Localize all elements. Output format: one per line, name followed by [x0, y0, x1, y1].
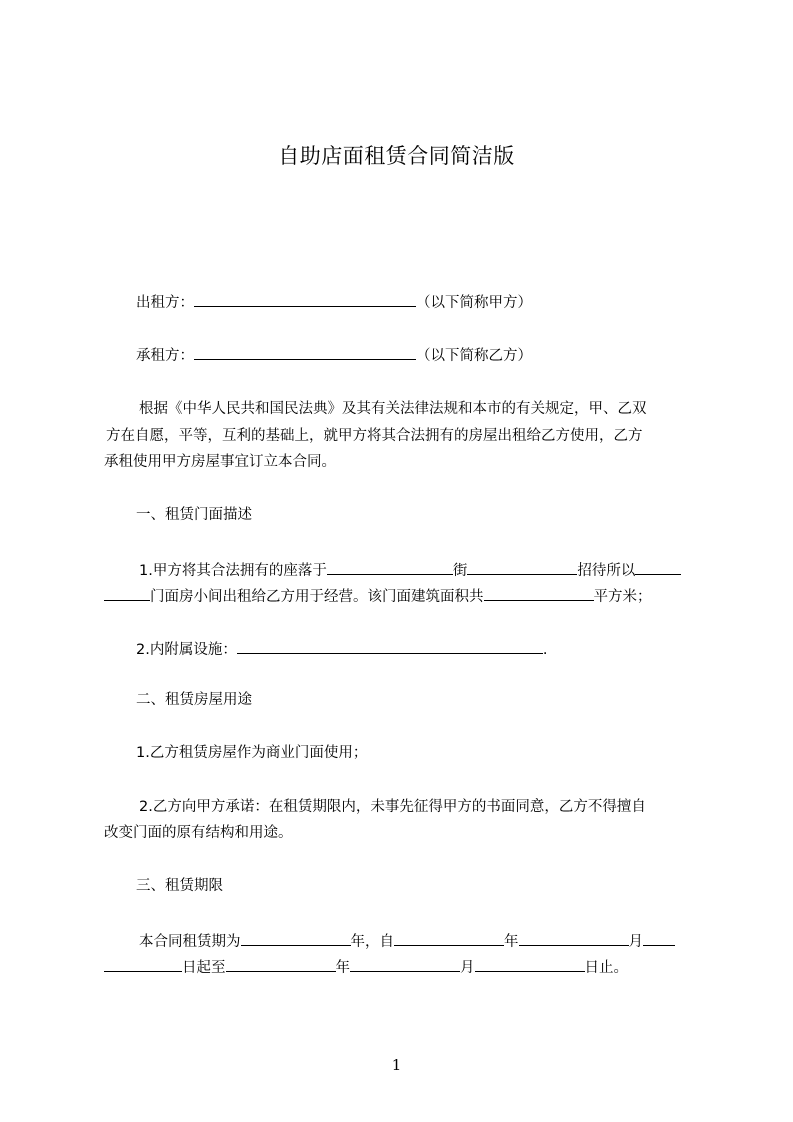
lessee-name-blank[interactable] [194, 346, 416, 360]
section2-item2-line1: 2.乙方向甲方承诺：在租赁期限内，未事先征得甲方的书面同意，乙方不得擅自 [139, 799, 646, 815]
section1-item1-line1 [139, 561, 739, 579]
section2-item1: 1.乙方租赁房屋作为商业门面使用； [136, 745, 368, 761]
start-day-unit: 日起至 [182, 960, 226, 976]
preamble-line-1: 根据《中华人民共和国民法典》及其有关法律法规和本市的有关规定，甲、乙双 [139, 401, 647, 417]
end-month-blank[interactable] [350, 958, 460, 972]
facilities-label: 2.内附属设施： [136, 642, 237, 658]
lessor-name-blank[interactable] [194, 293, 416, 307]
start-day-blank-b[interactable] [104, 958, 182, 972]
area-blank[interactable] [484, 587, 594, 601]
section3-line1 [139, 932, 739, 950]
facilities-blank[interactable] [237, 640, 543, 654]
shop-usage-text: 门面房小间出租给乙方用于经营。该门面建筑面积共 [150, 589, 484, 605]
location-blank[interactable] [327, 561, 453, 575]
start-year-unit: 年 [504, 934, 519, 950]
start-month-blank[interactable] [519, 932, 629, 946]
year-from-label: 年，自 [350, 934, 394, 950]
facilities-end: . [542, 642, 548, 658]
street-blank[interactable] [467, 561, 577, 575]
section3-line2 [104, 958, 704, 976]
end-year-unit: 年 [335, 960, 350, 976]
section1-item1-line2 [104, 587, 704, 605]
start-year-blank[interactable] [394, 932, 504, 946]
guesthouse-label: 招待所以 [577, 563, 636, 579]
document-title: 自助店面租赁合同简洁版 [278, 144, 515, 168]
start-month-unit: 月 [628, 934, 643, 950]
guesthouse-blank-b[interactable] [104, 587, 150, 601]
section2-item2-line2: 改变门面的原有结构和用途。 [104, 825, 293, 841]
location-label: 1.甲方将其合法拥有的座落于 [139, 563, 327, 579]
term-years-blank[interactable] [241, 932, 351, 946]
end-year-blank[interactable] [226, 958, 336, 972]
section2-heading: 二、租赁房屋用途 [136, 692, 252, 708]
start-day-blank-a[interactable] [643, 932, 675, 946]
page-number: 1 [391, 1056, 402, 1074]
lessee-suffix: （以下简称乙方） [416, 348, 532, 364]
lessee-label: 承租方： [136, 348, 194, 364]
lessor-suffix: （以下简称甲方） [416, 295, 532, 311]
lessor-line [136, 293, 736, 311]
lessor-label: 出租方： [136, 295, 194, 311]
end-day-blank[interactable] [475, 958, 585, 972]
end-month-unit: 月 [460, 960, 475, 976]
term-label: 本合同租赁期为 [139, 934, 241, 950]
lessee-line [136, 346, 736, 364]
area-unit: 平方米； [593, 589, 652, 605]
preamble-line-2: 方在自愿，平等，互利的基础上，就甲方将其合法拥有的房屋出租给乙方使用，乙方 [106, 428, 643, 444]
guesthouse-blank-a[interactable] [635, 561, 681, 575]
section1-heading: 一、租赁门面描述 [136, 507, 252, 523]
street-label: 街 [452, 563, 468, 579]
preamble-line-3: 承租使用甲方房屋事宜订立本合同。 [104, 454, 336, 470]
end-day-unit: 日止。 [584, 960, 628, 976]
section1-item2 [136, 640, 736, 658]
section3-heading: 三、租赁期限 [136, 878, 223, 894]
